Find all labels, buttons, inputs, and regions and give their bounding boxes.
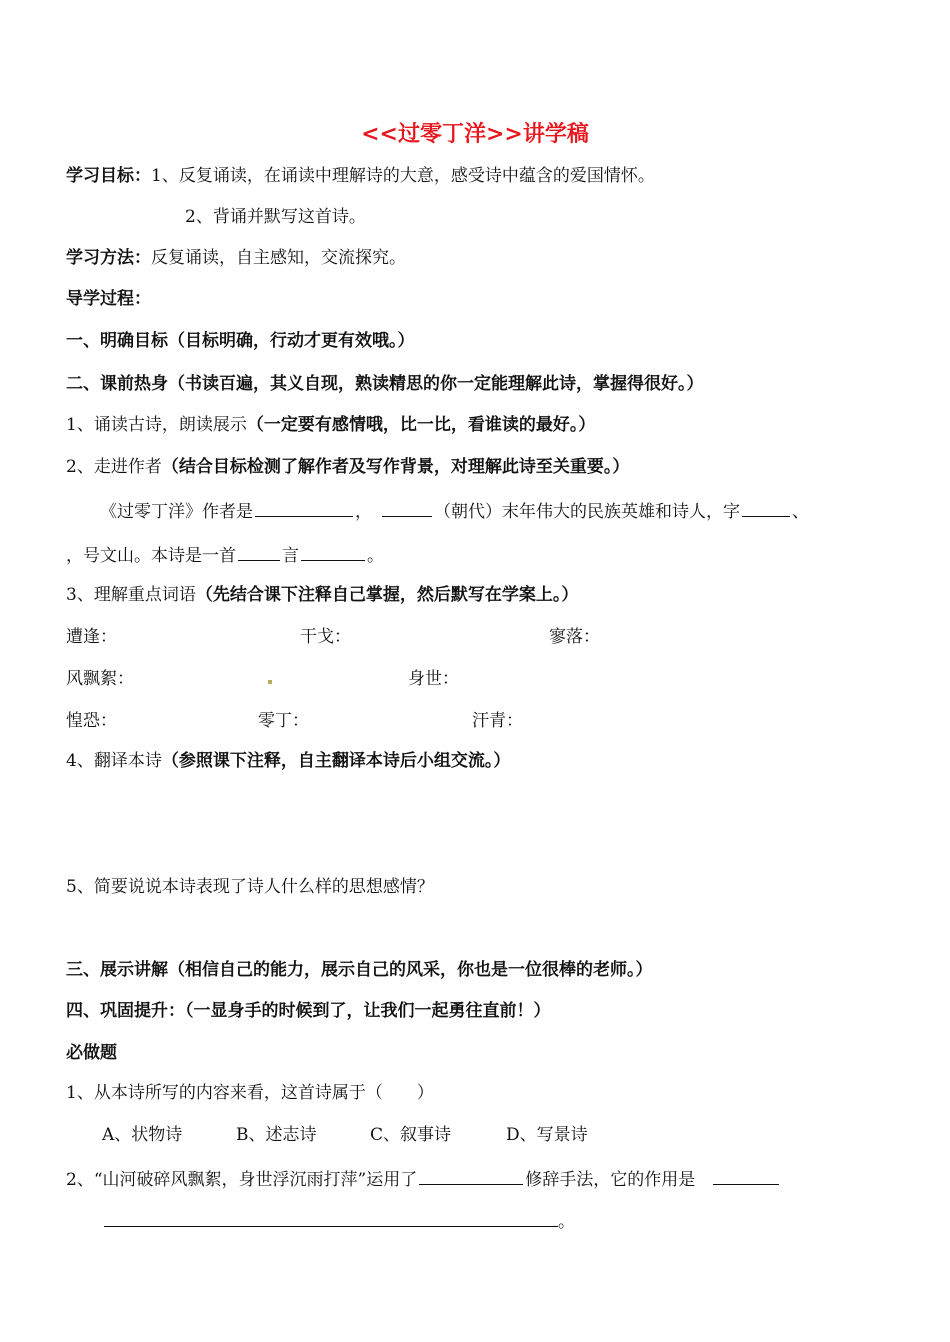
author-text-2: ， [355,502,372,522]
question-3-text: 3、理解重点词语 [66,585,196,605]
author-text-3: （朝代）末年伟大的民族英雄和诗人，字 [434,502,740,522]
page-title: <<过零丁洋>>讲学稿 [361,121,589,147]
exercise-2-text-2: 修辞手法，它的作用是 [525,1170,696,1190]
exercise-2-line [66,1166,781,1191]
vocab-fengpiaoxu: 风飘絮： [66,669,134,689]
section-4-heading: 四、巩固提升：（一显身手的时候到了，让我们一起勇往直前！） [66,1001,551,1021]
learning-goal-2: 2、背诵并默写这首诗。 [185,207,366,227]
learning-method-text: 反复诵读，自主感知，交流探究。 [151,248,406,268]
learning-method-line [66,247,406,269]
poem-form-line [66,542,384,567]
author-text-5: ，号文山。本诗是一首 [66,546,236,566]
vocab-hanqing: 汗青： [472,711,523,731]
question-4-text: 4、翻译本诗 [66,751,162,771]
author-text-6: 言 [282,546,299,566]
section-2-heading: 二、课前热身（书读百遍，其义自现，熟读精思的你一定能理解此诗，掌握得很好。） [66,374,704,394]
effect-blank-continued[interactable] [104,1208,558,1227]
learning-method-label: 学习方法： [66,248,151,268]
question-3 [66,584,578,606]
vocab-huangkong: 惶恐： [66,711,117,731]
exercise-1-option-b[interactable]: B、述志诗 [236,1125,317,1145]
exercise-2-text-1: 2、“山河破碎风飘絮，身世浮沉雨打萍”运用了 [66,1170,418,1190]
question-2-note: （结合目标检测了解作者及写作背景，对理解此诗至关重要。） [161,457,630,477]
dynasty-blank[interactable] [382,498,432,517]
courtesy-name-blank[interactable] [742,498,790,517]
exercise-1-option-a[interactable]: A、状物诗 [102,1125,183,1145]
learning-goals-line [66,165,655,187]
author-text-7: 。 [367,546,384,566]
effect-blank-start[interactable] [713,1166,779,1185]
speck-mark [268,680,272,684]
question-4 [66,750,510,772]
question-4-note: （参照课下注释，自主翻译本诗后小组交流。） [161,751,511,771]
author-name-blank[interactable] [255,498,353,517]
vocab-shenshi: 身世： [408,669,459,689]
author-text-1: 《过零丁洋》作者是 [100,502,253,522]
exercise-2-answer-line [104,1208,575,1233]
question-2 [66,456,629,478]
poem-form-blank[interactable] [301,542,365,561]
author-fill-line [100,498,809,523]
learning-goal-1: 1、反复诵读，在诵读中理解诗的大意，感受诗中蕴含的爱国情怀。 [151,166,655,186]
question-1-note: （一定要有感情哦，比一比，看谁读的最好。） [246,415,596,435]
exercise-1-option-d[interactable]: D、写景诗 [506,1125,588,1145]
question-5: 5、简要说说本诗表现了诗人什么样的思想感情？ [66,877,434,897]
section-1-heading: 一、明确目标（目标明确，行动才更有效哦。） [66,331,415,351]
poem-line-count-blank[interactable] [238,542,280,561]
vocab-lingding: 零丁： [258,711,309,731]
exercise-2-end: 。 [558,1212,575,1232]
exercise-1-stem: 1、从本诗所写的内容来看，这首诗属于（ ） [66,1083,434,1103]
question-3-note: （先结合课下注释自己掌握，然后默写在学案上。） [195,585,579,605]
required-heading: 必做题 [66,1043,117,1063]
exercise-1-option-c[interactable]: C、叙事诗 [370,1125,452,1145]
rhetoric-blank[interactable] [419,1166,523,1185]
question-1-text: 1、诵读古诗，朗读展示 [66,415,247,435]
vocab-zaofeng: 遭逢： [66,627,117,647]
question-1 [66,414,595,436]
author-text-4: 、 [792,502,809,522]
learning-goals-label: 学习目标： [66,166,151,186]
section-3-heading: 三、展示讲解（相信自己的能力，展示自己的风采，你也是一位很棒的老师。） [66,960,653,980]
vocab-liaoluo: 寥落： [549,627,600,647]
process-heading: 导学过程： [66,289,151,309]
vocab-gange: 干戈： [300,627,351,647]
question-2-text: 2、走进作者 [66,457,162,477]
